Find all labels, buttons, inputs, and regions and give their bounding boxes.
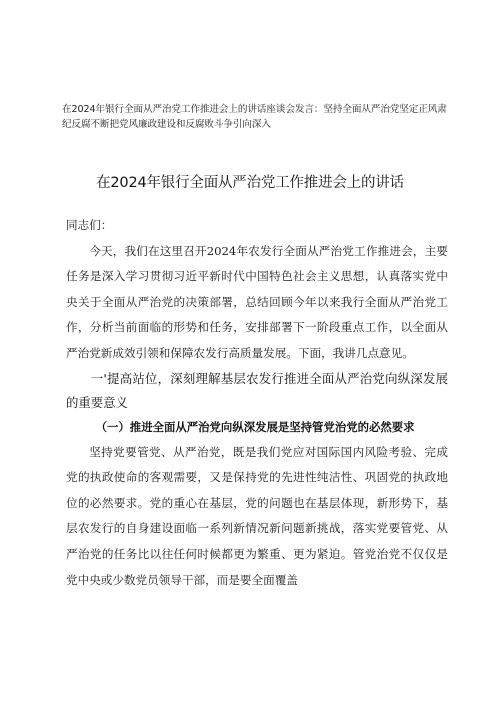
document-header: 在2024年银行全面从严治党工作推进会上的讲话座谈会发言：坚持全面从严治党坚定正风肃纪反腐不断把党风廉政建设和反腐败斗争引向深入 (62, 104, 447, 130)
salutation: 同志们： (66, 218, 113, 232)
section-heading-1: 一'提高站位，深刻理解基层农发行推进全面从严治党向纵深发展的重要意义 (66, 370, 448, 410)
document-title: 在2024年银行全面从严治党工作推进会上的讲话 (96, 175, 404, 191)
document-body (66, 213, 448, 593)
paragraph-intro: 今天，我们在这里召开2024年农发行全面从严治党工作推进会，主要任务是深入学习贯彻习近平新时代中国特色社会主义思想，认真落实党中央关于全面从严治党的决策部署，总结回顾今年以来我行全面从严治党工作，分析当前面临的形势和任务，安排部署下一阶段重点工作，以全面从严治党新成效引领和保障农发行高质量发展。下面，我讲几点意见。 (66, 243, 448, 360)
paragraph-subsection-1: 坚持党要管党、从严治党，既是我们党应对国际国内风险考验、完成党的执政使命的客观需要，又是保持党的先进性纯洁性、巩固党的执政地位的必然要求。党的重心在基层，党的问题也在基层体现，新形势下，基层农发行的自身建设面临一系列新情况新问题新挑战，落实党要管党、从严治党的任务比以往任何时候都更为繁重、更为紧迫。管党治党不仅仅是党中央或少数党员领导干部，而是要全面覆盖 (66, 444, 448, 587)
subsection-heading-1: （一）推进全面从严治党向纵深发展是坚持管党治党的必然要求 (95, 419, 415, 434)
